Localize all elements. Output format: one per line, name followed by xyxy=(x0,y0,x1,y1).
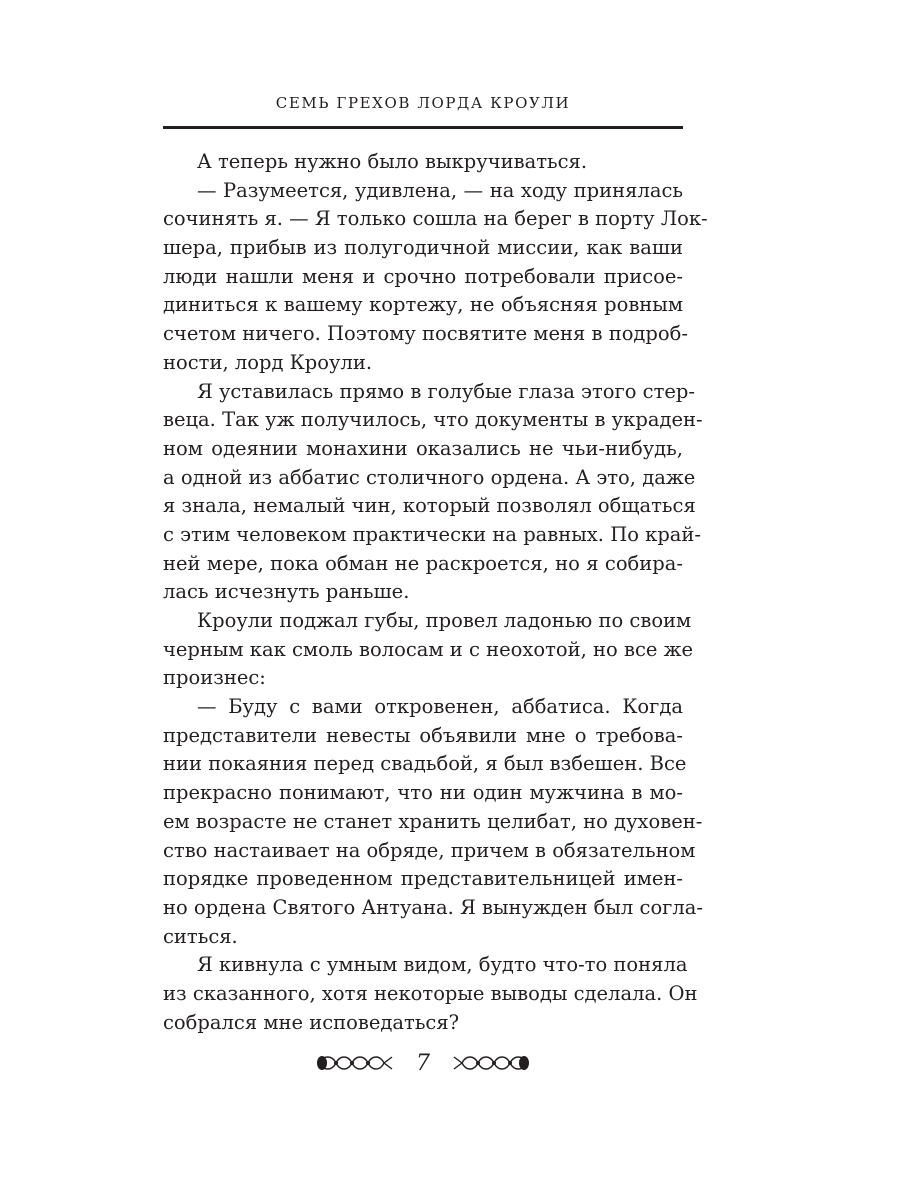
text-line: представители невесты объявили мне о требова- xyxy=(163,723,683,747)
text-line: но ордена Святого Антуана. Я вынужден был согла- xyxy=(163,895,704,919)
text-line: счетом ничего. Поэтому посвятите меня в подроб- xyxy=(163,322,688,346)
body-text xyxy=(163,148,708,1037)
text-line: я знала, немалый чин, который позволял общаться xyxy=(163,494,696,518)
page-number: 7 xyxy=(416,1050,430,1076)
text-line: ном одеянии монахини оказались не чьи-нибудь, xyxy=(163,436,683,460)
text-line: черным как смоль волосам и с неохотой, но все же xyxy=(163,637,694,661)
text-line: А теперь нужно было выкручиваться. xyxy=(197,150,588,173)
text-line: ем возрасте не станет хранить целибат, но духовен- xyxy=(163,809,703,833)
text-line: собрался мне исповедаться? xyxy=(163,1010,460,1034)
text-line: ство настаивает на обряде, причем в обязательном xyxy=(163,838,696,862)
text-line: — Буду с вами откровенен, аббатиса. Когда xyxy=(197,695,683,719)
text-line: ней мере, пока обман не раскроется, но я собира- xyxy=(163,551,683,575)
text-line: веца. Так уж получилось, что документы в украден- xyxy=(163,408,703,432)
text-line: Кроули поджал губы, провел ладонью по своим xyxy=(197,609,692,632)
text-line: лась исчезнуть раньше. xyxy=(163,580,410,604)
text-line: ности, лорд Кроули. xyxy=(163,350,373,374)
text-line: сочинять я. — Я только сошла на берег в порту Лок- xyxy=(163,207,708,231)
right-rope-ornament-icon xyxy=(452,1051,532,1075)
text-line: диниться к вашему кортежу, не объясняя ровным xyxy=(163,293,683,317)
text-line: Я кивнула с умным видом, будто что-то поняла xyxy=(197,953,688,977)
text-line: прекрасно понимают, что ни один мужчина в мо- xyxy=(163,781,683,805)
text-line: произнес: xyxy=(163,666,266,690)
text-line: ситься. xyxy=(163,924,238,948)
text-line: шера, прибыв из полугодичной миссии, как ваши xyxy=(163,236,683,260)
text-line: нии покаяния перед свадьбой, я был взбешен. Все xyxy=(163,752,687,776)
text-line: а одной из аббатис столичного ордена. А это, даже xyxy=(163,465,696,489)
text-line: порядке проведенном представительницей имен- xyxy=(163,867,683,891)
text-line: Я уставилась прямо в голубые глаза этого стер- xyxy=(197,379,695,403)
running-head: СЕМЬ ГРЕХОВ ЛОРДА КРОУЛИ xyxy=(275,94,571,112)
header-rule xyxy=(163,126,683,129)
text-line: с этим человеком практически на равных. По край- xyxy=(163,522,702,546)
text-line: — Разумеется, удивлена, — на ходу принялась xyxy=(197,178,683,202)
left-rope-ornament-icon xyxy=(314,1051,394,1075)
text-line: из сказанного, хотя некоторые выводы сделала. Он xyxy=(163,981,698,1005)
text-line: люди нашли меня и срочно потребовали присое- xyxy=(163,264,683,288)
page-footer xyxy=(163,1046,683,1080)
